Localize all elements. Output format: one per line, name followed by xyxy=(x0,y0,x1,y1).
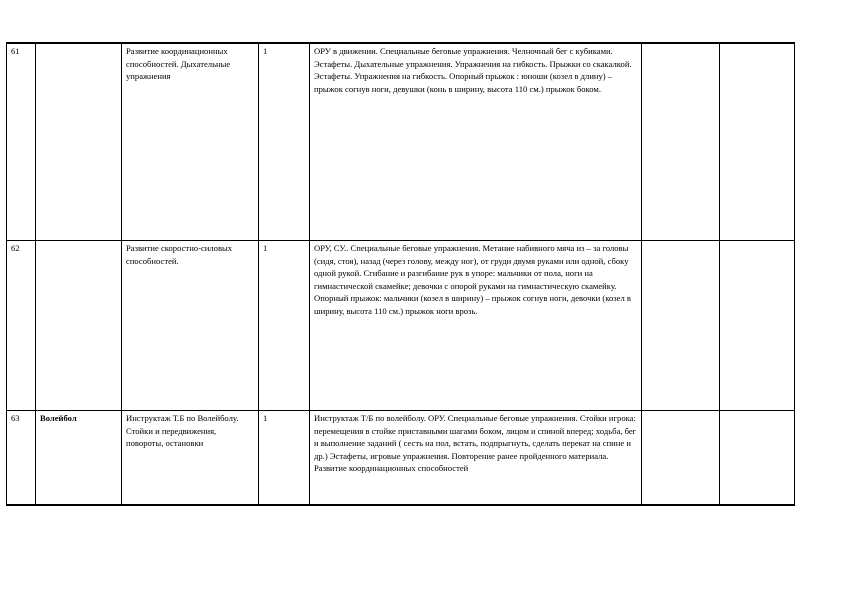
empty-cell xyxy=(642,411,720,506)
section-topic xyxy=(36,241,122,411)
table-row xyxy=(7,241,795,411)
lesson-number: 63 xyxy=(7,411,36,506)
table-row xyxy=(7,43,795,241)
lesson-title: Развитие координационных способностей. Дыхательные упражнения xyxy=(122,43,259,241)
empty-cell xyxy=(720,43,795,241)
empty-cell xyxy=(720,411,795,506)
empty-cell xyxy=(642,43,720,241)
section-topic: Волейбол xyxy=(36,411,122,506)
lesson-hours: 1 xyxy=(259,43,310,241)
section-topic xyxy=(36,43,122,241)
empty-cell xyxy=(720,241,795,411)
lesson-title: Развитие скоростно-силовых способностей. xyxy=(122,241,259,411)
lesson-content: ОРУ, СУ.. Специальные беговые упражнения. Метание набивного мяча из – за головы (сидя, стоя), назад (через голову, между ног), от груди двумя руками или одной, сбоку одной рукой. Сгибание и разгибание рук в упоре: мальчики от пола, ноги на гимнастической скамейке; девочки с опорой руками на гимнастическую скамейку. Опорный прыжок: мальчики (козел в ширину) – прыжок согнув ноги, девочки (козел в ширину, высота 110 см.) прыжок ноги врозь. xyxy=(310,241,642,411)
lesson-plan-table xyxy=(6,42,795,506)
lesson-number: 61 xyxy=(7,43,36,241)
lesson-number: 62 xyxy=(7,241,36,411)
empty-cell xyxy=(642,241,720,411)
table-row xyxy=(7,411,795,506)
lesson-title: Инструктаж Т.Б по Волейболу. Стойки и передвижения, повороты, остановки xyxy=(122,411,259,506)
lesson-content: ОРУ в движении. Специальные беговые упражнения. Челночный бег с кубиками. Эстафеты. Дыхательные упражнения. Упражнения на гибкость. Прыжки со скакалкой. Эстафеты. Упражнения на гибкость. Опорный прыжок : юноши (козел в длину) – прыжок согнув ноги, девушки (конь в ширину, высота 110 см.) прыжок боком. xyxy=(310,43,642,241)
lesson-hours: 1 xyxy=(259,411,310,506)
lesson-content: Инструктаж Т/Б по волейболу. ОРУ. Специальные беговые упражнения. Стойки игрока: перемещения в стойке приставными шагами боком, лицом и спиной вперед; ходьба, бег и выполнение заданий ( сесть на пол, встать, подпрыгнуть, сделать перекат на спине и др.) Эстафеты, игровые упражнения. Повторение ранее пройденного материала. Развитие координационных способностей xyxy=(310,411,642,506)
lesson-hours: 1 xyxy=(259,241,310,411)
